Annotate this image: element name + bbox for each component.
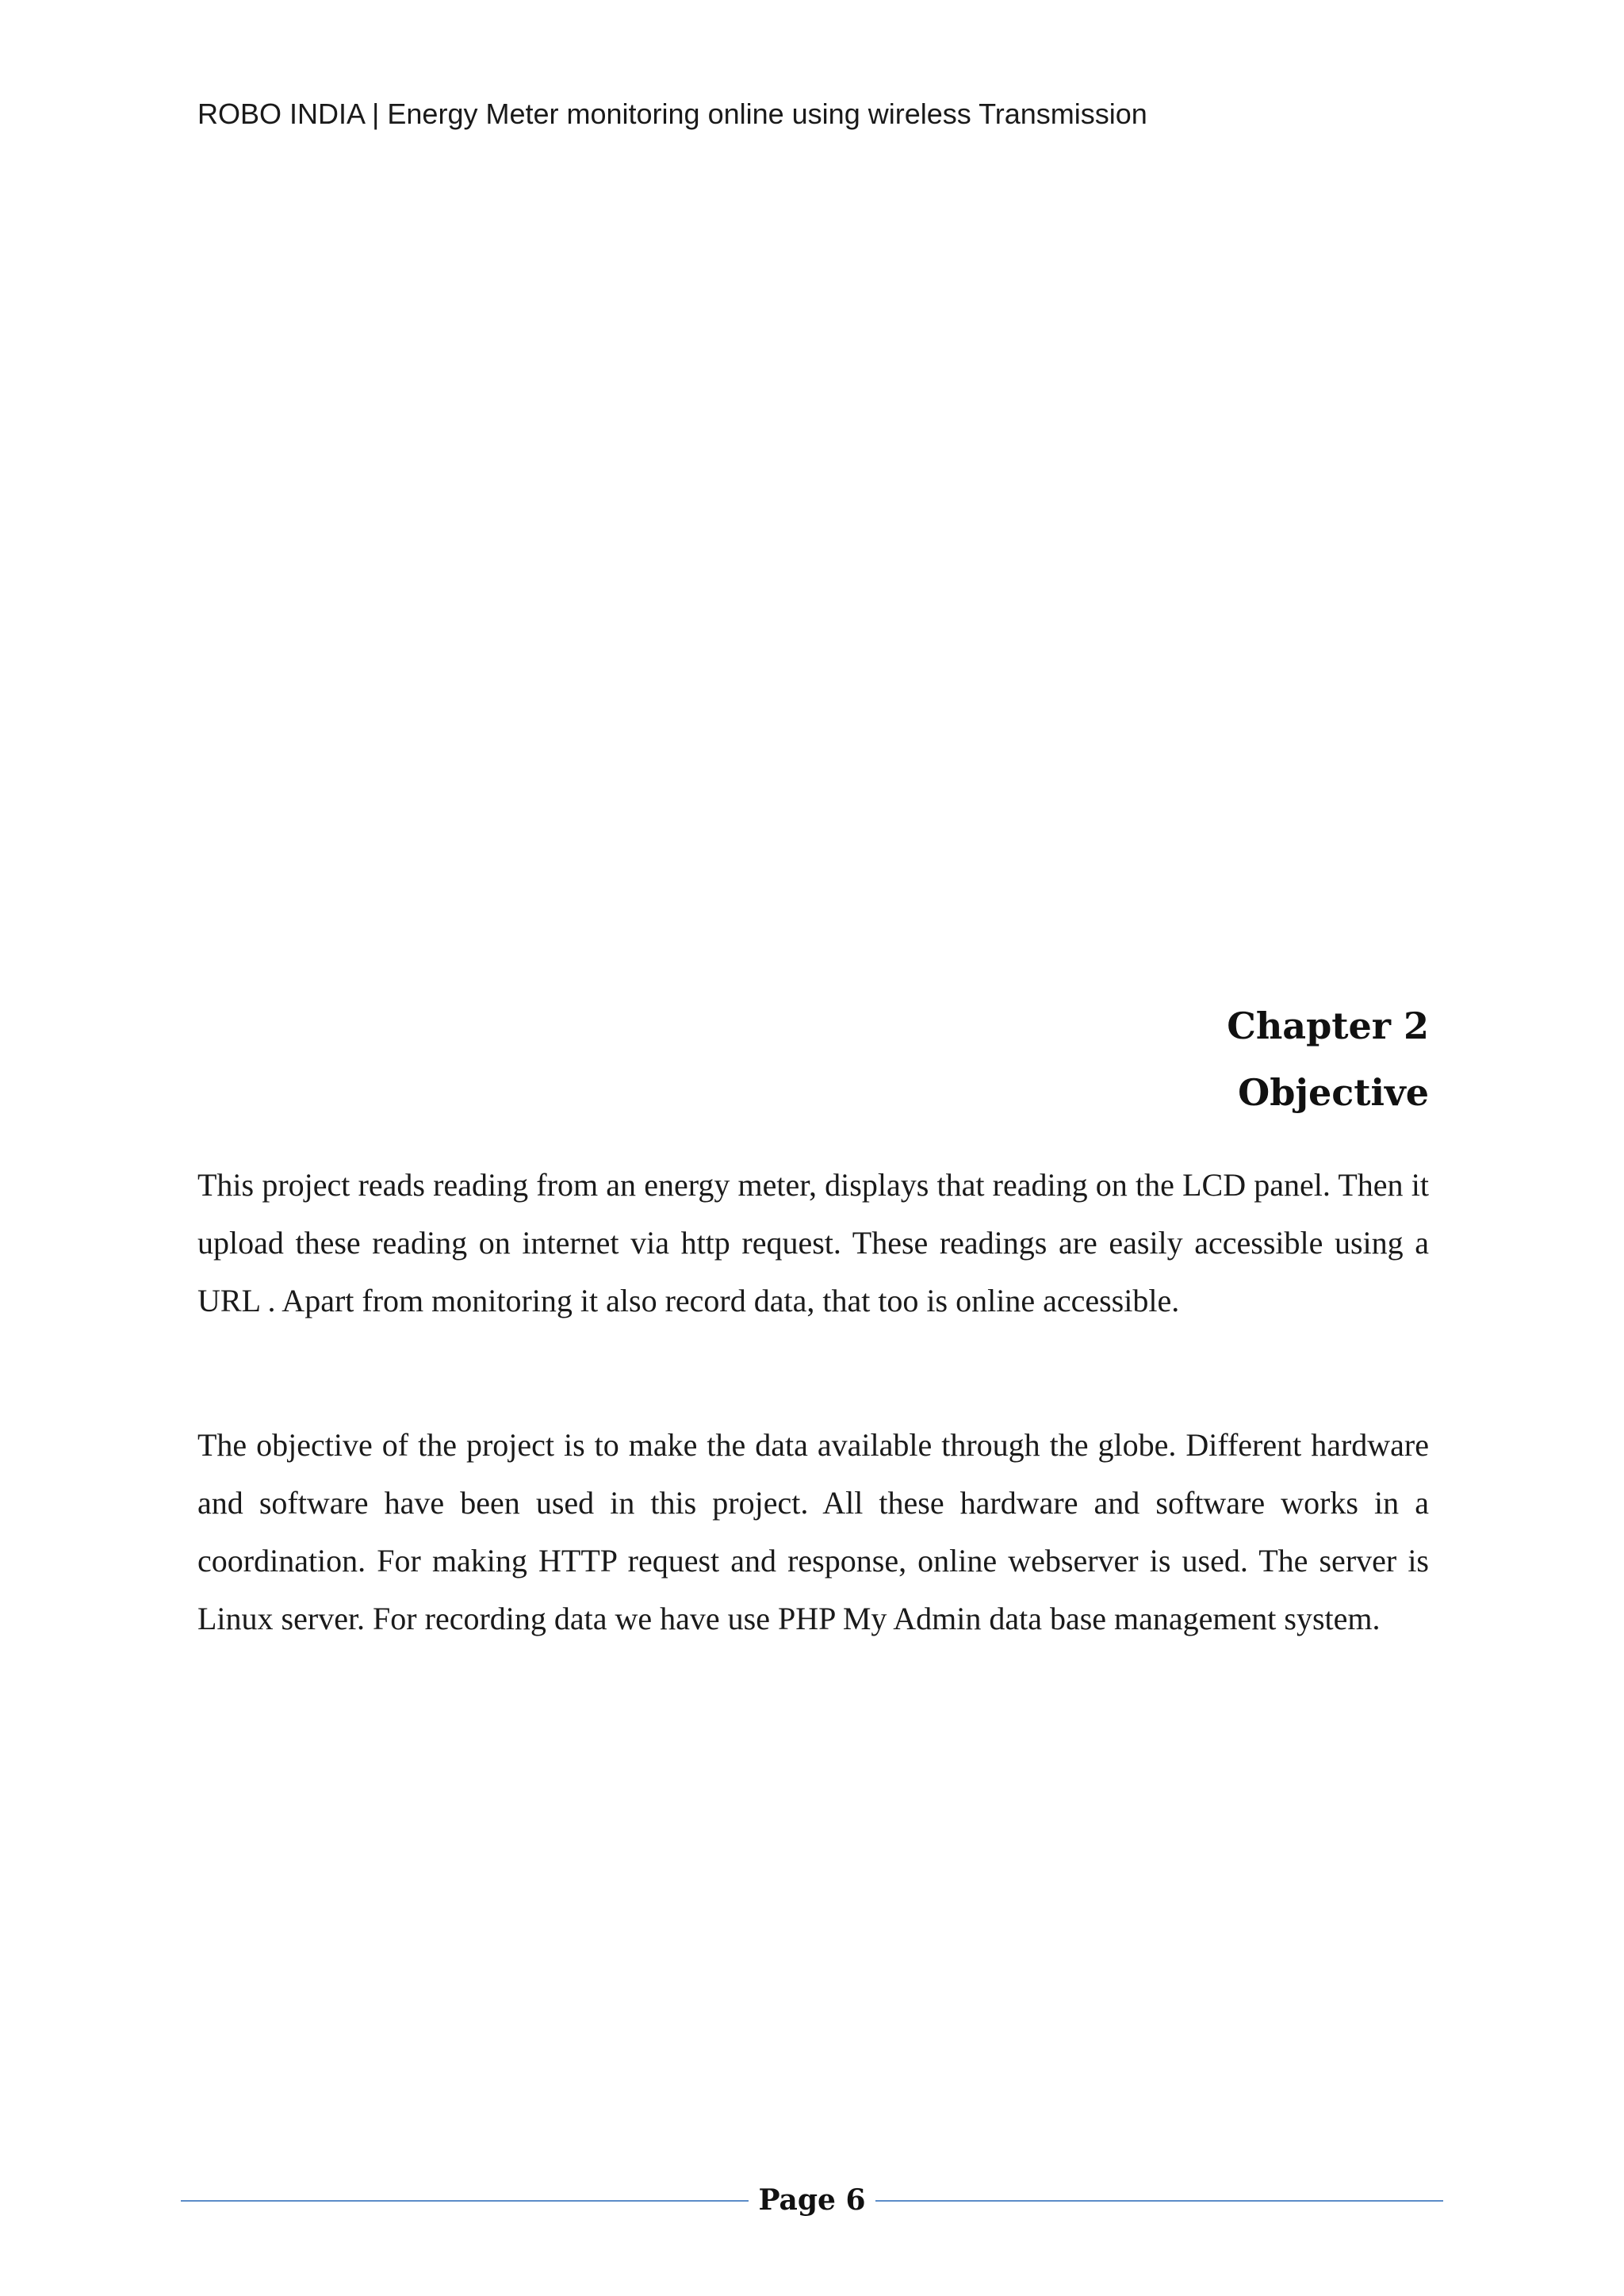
running-header: ROBO INDIA | Energy Meter monitoring online using wireless Transmission [197, 98, 1147, 130]
body-paragraph-2: The objective of the project is to make the data available through the globe. Different hardware and software have been used in this project. All these hardware and software works in a coordination. For making HTTP request and response, online webserver is used. The server is Linux server. For recording data we have use PHP My Admin data base management system. [197, 1427, 1429, 1636]
chapter-title: Objective [1238, 1071, 1429, 1114]
footer-rule-right [875, 2200, 1443, 2202]
page-footer [181, 2176, 1443, 2224]
page-number: Page 6 [758, 2183, 866, 2217]
footer-rule-left [181, 2200, 749, 2202]
chapter-number: Chapter 2 [1227, 1004, 1429, 1047]
body-paragraph-1: This project reads reading from an energy meter, displays that reading on the LCD panel. Then it upload these reading on internet via http request. These readings are easily accessible using a URL . Apart from monitoring it also record data, that too is online accessible. [197, 1167, 1429, 1318]
